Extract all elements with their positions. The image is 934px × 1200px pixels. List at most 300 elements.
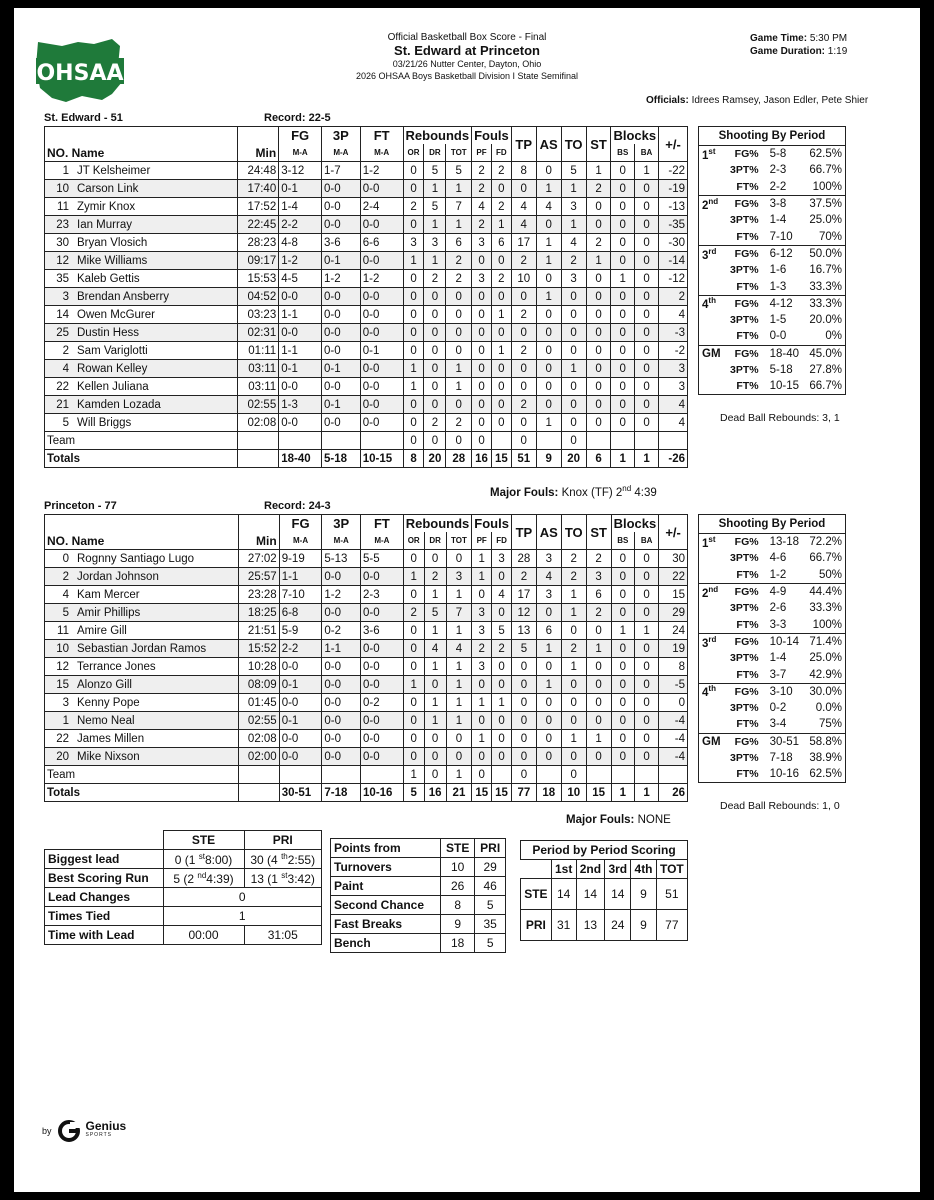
st: 0 — [586, 622, 611, 640]
ba: 0 — [634, 396, 658, 414]
tp: 2 — [511, 252, 536, 270]
percentage: 25.0% — [809, 652, 842, 665]
team-pf: 0 — [472, 432, 492, 450]
ba-header: BA — [635, 532, 659, 550]
player-name: Mike Nixson — [77, 750, 140, 763]
jersey-number: 15 — [56, 678, 69, 691]
or: 1 — [403, 252, 424, 270]
team-header: Princeton - 77 — [44, 500, 117, 512]
total-ft: 10-15 — [360, 450, 403, 468]
period-label: GM — [699, 733, 728, 750]
percentage: 37.5% — [804, 195, 845, 212]
major-fouls-label: Major Fouls: — [490, 486, 559, 499]
shooting-row — [699, 146, 846, 163]
shooting-row — [699, 295, 846, 312]
stat-label: FG% — [727, 245, 762, 262]
as: 0 — [536, 378, 561, 396]
pf: 1 — [472, 550, 492, 568]
to: 0 — [561, 342, 586, 360]
st: 1 — [586, 252, 611, 270]
player-name: Alonzo Gill — [77, 678, 132, 691]
pf: 0 — [472, 414, 492, 432]
3p-ma: M-A — [322, 532, 361, 550]
dr: 0 — [424, 288, 446, 306]
player-name: Brendan Ansberry — [77, 290, 170, 303]
total-dr: 16 — [424, 784, 446, 802]
or: 1 — [403, 378, 424, 396]
ft: 1-2 — [360, 270, 403, 288]
tot: 4 — [446, 640, 472, 658]
period-score: 13 — [576, 910, 605, 941]
period-label: GM — [699, 345, 728, 362]
st: 0 — [586, 378, 611, 396]
plus-minus: 4 — [659, 414, 688, 432]
player-row — [45, 568, 688, 586]
dr-header: DR — [424, 532, 446, 550]
ba-header: BA — [634, 144, 658, 162]
tot: 1 — [446, 712, 472, 730]
fg: 0-0 — [279, 288, 322, 306]
summary-pri-header: PRI — [244, 831, 322, 850]
percentage: 44.4% — [804, 583, 845, 600]
pf: 0 — [472, 360, 492, 378]
points-from-row — [331, 915, 506, 934]
total-as: 18 — [536, 784, 561, 802]
summary-ste-header: STE — [163, 831, 244, 850]
percentage: 70% — [818, 230, 842, 243]
fd: 0 — [492, 730, 512, 748]
points-category: Paint — [331, 877, 441, 896]
made-attempted: 1-6 — [769, 264, 787, 277]
tp: 8 — [511, 162, 536, 180]
shooting-row — [699, 195, 846, 212]
minutes: 03:11 — [238, 360, 279, 378]
box-score-subtitle: Official Basketball Box Score - Final — [387, 32, 547, 43]
team-record: Record: 22-5 — [264, 112, 331, 124]
ba: 0 — [635, 550, 659, 568]
made-attempted: 18-40 — [762, 345, 805, 362]
period-label — [699, 362, 728, 378]
ba: 0 — [634, 324, 658, 342]
jersey-number: 12 — [56, 254, 69, 267]
team-pf: 0 — [472, 766, 492, 784]
jersey-number: 22 — [56, 380, 69, 393]
fg: 6-8 — [279, 604, 322, 622]
tp: 13 — [511, 622, 536, 640]
player-name-cell — [45, 748, 239, 766]
fd-header: FD — [491, 144, 511, 162]
officials-label: Officials: — [646, 95, 689, 106]
period-label — [699, 212, 728, 228]
minutes: 02:08 — [238, 414, 279, 432]
fg: 4-5 — [279, 270, 322, 288]
percentage: 33.3% — [809, 602, 842, 615]
pf-header: PF — [472, 144, 492, 162]
times-tied-label: Times Tied — [45, 907, 164, 926]
3p: 0-0 — [322, 378, 361, 396]
to: 0 — [561, 306, 586, 324]
3p: 3-6 — [322, 234, 361, 252]
tp: 0 — [511, 378, 536, 396]
player-name: Kamden Lozada — [77, 398, 161, 411]
plus-minus: -5 — [659, 676, 688, 694]
player-name: Terrance Jones — [77, 660, 156, 673]
made-attempted: 2-2 — [769, 180, 787, 193]
team-to: 0 — [561, 432, 586, 450]
min-header: Min — [238, 144, 279, 162]
rebounds-header: Rebounds — [403, 515, 472, 533]
period-suffix: nd — [708, 196, 719, 206]
pf: 0 — [472, 712, 492, 730]
ba: 0 — [635, 676, 659, 694]
dr: 0 — [424, 730, 446, 748]
bs: 0 — [611, 748, 635, 766]
tp: 4 — [511, 198, 536, 216]
tot: 1 — [446, 216, 472, 234]
pf: 3 — [472, 604, 492, 622]
dr: 3 — [424, 234, 446, 252]
tp: 4 — [511, 216, 536, 234]
tp: 17 — [511, 586, 536, 604]
bs: 0 — [611, 586, 635, 604]
total-plus-minus: 26 — [659, 784, 688, 802]
ft: 0-0 — [361, 730, 404, 748]
player-name-cell — [45, 622, 239, 640]
minutes: 24:48 — [238, 162, 279, 180]
pf: 2 — [472, 640, 492, 658]
major-fouls-sup: nd — [622, 484, 632, 493]
ba: 0 — [634, 414, 658, 432]
dead-ball-rebounds: Dead Ball Rebounds: 3, 1 — [720, 412, 840, 424]
made-attempted: 1-4 — [769, 652, 787, 665]
or: 0 — [403, 414, 424, 432]
plus-minus: -30 — [659, 234, 688, 252]
to: 0 — [561, 712, 586, 730]
fd: 0 — [491, 414, 511, 432]
player-name-cell — [45, 658, 239, 676]
ba: 0 — [634, 270, 658, 288]
percentage: 42.9% — [809, 668, 842, 681]
tp: 0 — [511, 180, 536, 198]
jersey-number: 10 — [56, 642, 69, 655]
fd: 1 — [492, 694, 512, 712]
made-attempted: 3-10 — [762, 683, 805, 700]
minutes: 15:52 — [238, 640, 279, 658]
percentage: 20.0% — [809, 314, 842, 327]
player-name-cell — [45, 640, 239, 658]
fd: 2 — [491, 198, 511, 216]
total-tot: 28 — [446, 450, 472, 468]
period-suffix: th — [708, 684, 716, 694]
biggest-lead-label: Biggest lead — [45, 850, 164, 869]
dr: 0 — [424, 342, 446, 360]
ft: 2-3 — [361, 586, 404, 604]
player-name: Rowan Kelley — [77, 362, 148, 375]
ft: 0-0 — [361, 658, 404, 676]
points-from-table — [330, 838, 506, 953]
tot: 3 — [446, 568, 472, 586]
total-fd: 15 — [491, 450, 511, 468]
player-row — [45, 306, 688, 324]
stat-label: FT% — [736, 718, 759, 731]
period-score: 9 — [631, 879, 656, 910]
shooting-row — [699, 245, 846, 262]
dr: 1 — [424, 586, 446, 604]
player-name-cell — [45, 694, 239, 712]
player-name-cell — [45, 568, 239, 586]
tot: 1 — [446, 180, 472, 198]
shooting-row — [699, 212, 846, 228]
3p-header: 3P — [322, 127, 361, 145]
dr: 0 — [424, 306, 446, 324]
dr: 1 — [424, 622, 446, 640]
or: 0 — [403, 694, 424, 712]
stat-label: FG% — [727, 295, 762, 312]
period-label: 4th — [699, 295, 728, 312]
stat-label: 3PT% — [730, 702, 759, 715]
percentage: 100% — [812, 618, 842, 631]
period-label — [699, 600, 728, 616]
period-label — [699, 378, 728, 395]
ft: 0-2 — [361, 694, 404, 712]
bs: 0 — [611, 414, 635, 432]
box-score-table — [44, 126, 688, 468]
plus-minus: 29 — [659, 604, 688, 622]
or: 0 — [403, 180, 424, 198]
fg: 0-0 — [279, 414, 322, 432]
ft: 3-6 — [361, 622, 404, 640]
as: 1 — [536, 414, 561, 432]
period-suffix: nd — [708, 584, 719, 594]
player-row — [45, 550, 688, 568]
st: 0 — [586, 342, 611, 360]
fd: 0 — [492, 748, 512, 766]
as-header: AS — [536, 127, 561, 162]
minutes: 25:57 — [238, 568, 279, 586]
game-title: St. Edward at Princeton — [394, 43, 540, 58]
player-name-cell — [45, 270, 238, 288]
period-label — [699, 550, 728, 566]
stat-label: FG% — [727, 733, 762, 750]
total-bs: 1 — [611, 450, 635, 468]
shooting-row — [699, 345, 846, 362]
ba: 0 — [635, 568, 659, 586]
fd: 0 — [491, 180, 511, 198]
dead-ball-rebounds: Dead Ball Rebounds: 1, 0 — [720, 800, 840, 812]
dr: 0 — [424, 748, 446, 766]
fg: 1-4 — [279, 198, 322, 216]
as: 0 — [536, 712, 561, 730]
period-scoring-title: Period by Period Scoring — [521, 841, 688, 860]
venue-line: 03/21/26 Nutter Center, Dayton, Ohio — [392, 59, 542, 69]
bs: 0 — [611, 658, 635, 676]
bs: 0 — [611, 550, 635, 568]
plus-minus: 2 — [659, 288, 688, 306]
or: 2 — [403, 198, 424, 216]
ba: 0 — [635, 730, 659, 748]
fg: 0-0 — [279, 658, 322, 676]
as: 1 — [536, 288, 561, 306]
period-suffix: rd — [708, 246, 717, 256]
as-header: AS — [536, 515, 561, 550]
player-row — [45, 658, 688, 676]
stat-label: FT% — [736, 180, 759, 193]
ba: 0 — [635, 712, 659, 730]
totals-row — [45, 450, 688, 468]
team-fd — [491, 432, 511, 450]
player-name-cell — [45, 306, 238, 324]
3p: 0-0 — [322, 604, 361, 622]
period-label: 2nd — [699, 195, 728, 212]
player-name: Ian Murray — [77, 218, 132, 231]
tot: 7 — [446, 604, 472, 622]
stat-label: FT% — [736, 330, 759, 343]
times-tied-value: 1 — [163, 907, 322, 926]
dr: 1 — [424, 252, 446, 270]
period-label — [699, 328, 728, 345]
points-pri: 46 — [475, 877, 506, 896]
fg-header: FG — [279, 515, 322, 533]
team-record: Record: 24-3 — [264, 500, 331, 512]
or: 0 — [403, 396, 424, 414]
to: 1 — [561, 216, 586, 234]
biggest-lead-pri: 30 (4 $^{th}$2:55) — [244, 850, 322, 869]
plus-minus: 4 — [659, 396, 688, 414]
percentage: 0.0% — [815, 702, 842, 715]
made-attempted: 2-6 — [769, 602, 787, 615]
made-attempted: 4-12 — [762, 295, 805, 312]
as: 3 — [536, 586, 561, 604]
stat-label: 3PT% — [730, 214, 759, 227]
fg: 0-0 — [279, 694, 322, 712]
fd: 5 — [492, 622, 512, 640]
st-header: ST — [586, 127, 611, 162]
fg: 1-1 — [279, 568, 322, 586]
fd: 0 — [491, 378, 511, 396]
3p: 0-0 — [322, 198, 361, 216]
jersey-number: 21 — [56, 398, 69, 411]
stat-label: FT% — [736, 768, 759, 781]
fg: 0-0 — [279, 730, 322, 748]
player-row — [45, 360, 688, 378]
percentage: 66.7% — [809, 552, 842, 565]
as: 0 — [536, 396, 561, 414]
shooting-by-period-table — [698, 514, 846, 783]
jersey-number: 1 — [62, 164, 69, 177]
player-name: Owen McGurer — [77, 308, 155, 321]
player-name-cell — [45, 730, 239, 748]
3p: 0-0 — [322, 658, 361, 676]
or-header: OR — [403, 532, 424, 550]
3p: 1-2 — [322, 270, 361, 288]
player-row — [45, 676, 688, 694]
ft: 5-5 — [361, 550, 404, 568]
player-row — [45, 748, 688, 766]
st: 2 — [586, 550, 611, 568]
player-name: Kaleb Gettis — [77, 272, 140, 285]
shooting-row — [699, 312, 846, 328]
to: 0 — [561, 378, 586, 396]
ba: 0 — [634, 198, 658, 216]
plus-minus: 8 — [659, 658, 688, 676]
as: 1 — [536, 234, 561, 252]
ba: 0 — [635, 586, 659, 604]
fg: 0-1 — [279, 180, 322, 198]
points-ste: 26 — [440, 877, 474, 896]
percentage: 62.5% — [809, 768, 842, 781]
percentage: 45.0% — [804, 345, 845, 362]
tp: 2 — [511, 342, 536, 360]
fd: 4 — [492, 586, 512, 604]
plus-minus: -22 — [659, 162, 688, 180]
stat-label: 3PT% — [730, 752, 759, 764]
3p: 1-7 — [322, 162, 361, 180]
name-col-top — [45, 515, 239, 533]
period-suffix: st — [708, 534, 716, 544]
points-ste: 10 — [440, 858, 474, 877]
period-header: 1st — [551, 860, 576, 879]
ba: 0 — [635, 748, 659, 766]
totals-label: Totals — [45, 784, 239, 802]
major-fouls-label: Major Fouls: — [566, 814, 635, 826]
team-row — [45, 432, 688, 450]
bs-header: BS — [611, 532, 635, 550]
fd: 2 — [491, 270, 511, 288]
pf: 3 — [472, 234, 492, 252]
percentage: 62.5% — [809, 148, 842, 161]
fd: 0 — [492, 658, 512, 676]
tot: 0 — [446, 324, 472, 342]
shooting-row — [699, 278, 846, 295]
total-st: 15 — [586, 784, 611, 802]
dr: 1 — [424, 658, 446, 676]
bs: 0 — [611, 712, 635, 730]
pf: 0 — [472, 324, 492, 342]
tot: 2 — [446, 252, 472, 270]
shooting-row — [699, 328, 846, 345]
ba: 0 — [634, 360, 658, 378]
stat-label: FG% — [727, 633, 762, 650]
period-label — [699, 262, 728, 278]
tot-header: TOT — [446, 532, 472, 550]
to: 0 — [561, 324, 586, 342]
stat-label: FT% — [736, 280, 759, 293]
percentage: 30.0% — [804, 683, 845, 700]
fd: 0 — [492, 568, 512, 586]
team-abbr: STE — [521, 879, 552, 910]
ft-ma: M-A — [361, 532, 404, 550]
jersey-number: 5 — [62, 606, 69, 619]
fg: 2-2 — [279, 216, 322, 234]
pf: 1 — [472, 568, 492, 586]
shooting-row — [699, 228, 846, 245]
fd: 2 — [492, 640, 512, 658]
tp: 17 — [511, 234, 536, 252]
fg: 0-1 — [279, 712, 322, 730]
made-attempted: 13-18 — [769, 536, 800, 549]
as: 0 — [536, 270, 561, 288]
minutes: 28:23 — [238, 234, 279, 252]
plus-minus: -35 — [659, 216, 688, 234]
made-attempted: 5-8 — [769, 148, 787, 161]
st: 0 — [586, 414, 611, 432]
fd: 1 — [491, 342, 511, 360]
plus-minus: -2 — [659, 342, 688, 360]
3p: 0-0 — [322, 568, 361, 586]
minutes: 03:11 — [238, 378, 279, 396]
stat-label: 3PT% — [730, 264, 759, 277]
or: 0 — [403, 658, 424, 676]
